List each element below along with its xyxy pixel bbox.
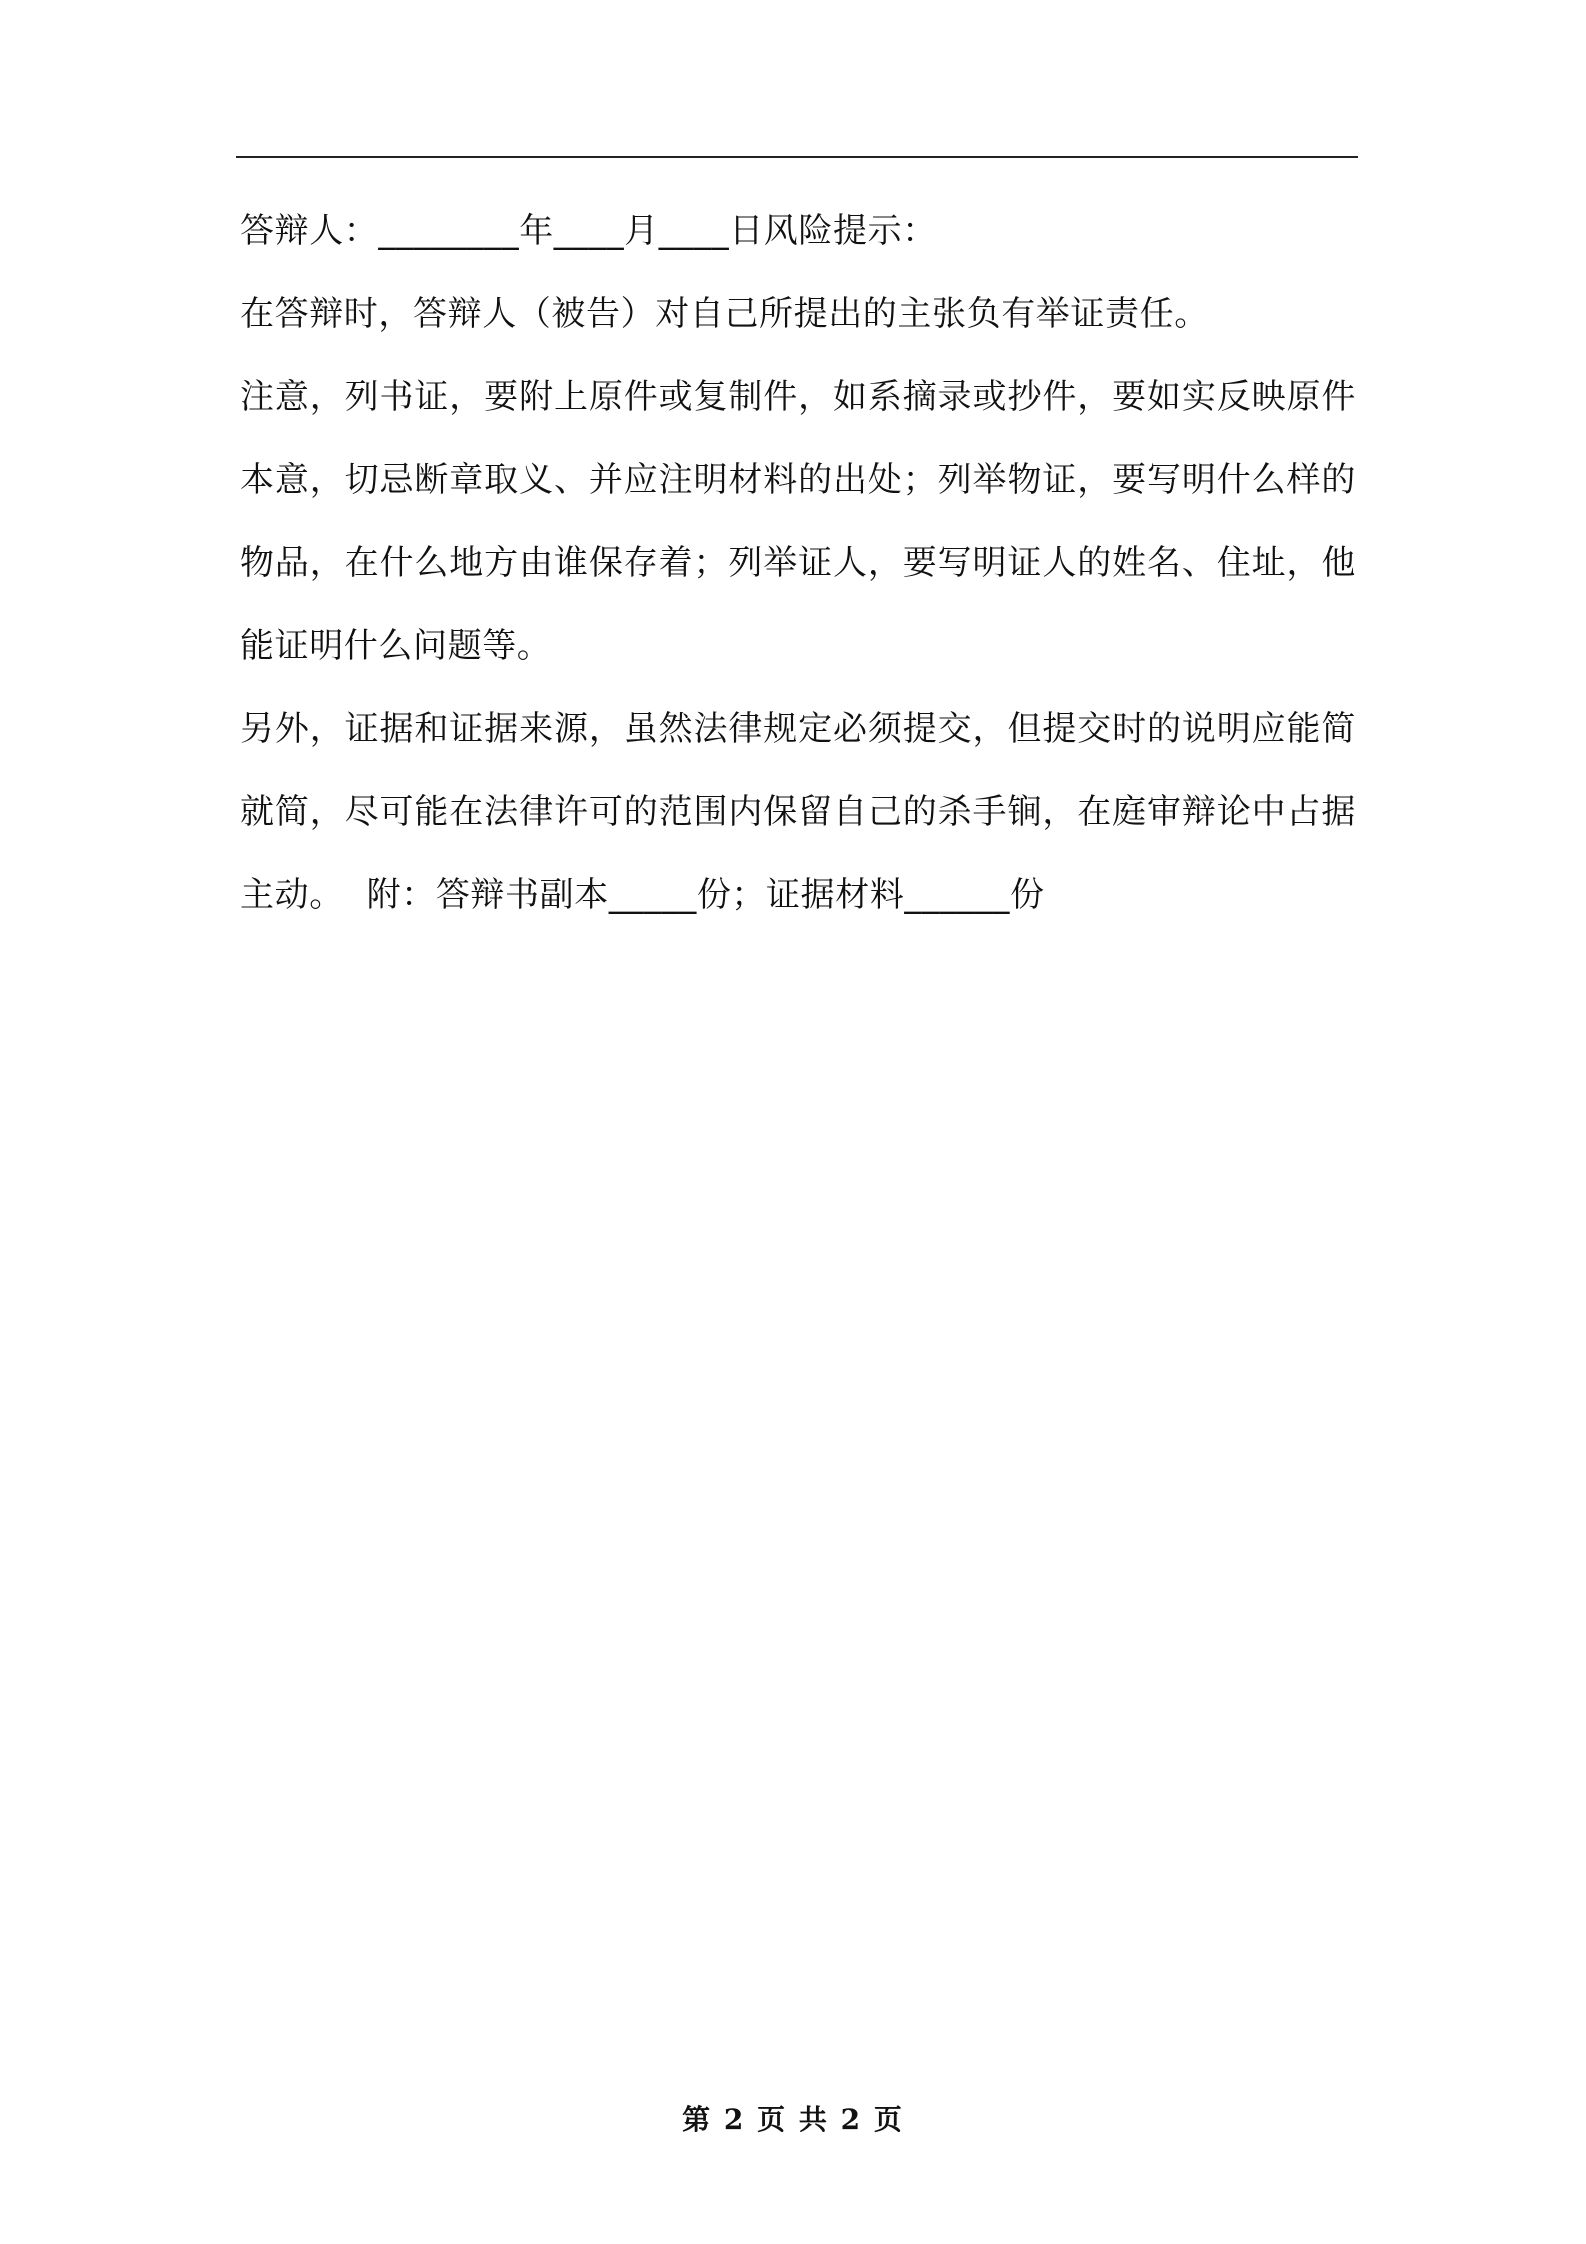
page-number-footer: 第 2 页 共 2 页 — [682, 2103, 904, 2136]
document-body — [240, 190, 1356, 937]
additional-notes-paragraph: 另外，证据和证据来源，虽然法律规定必须提交，但提交时的说明应能简就简，尽可能在法律许可的范围内保留自己的杀手锏，在庭审辩论中占据主动。 附：答辩书副本_____份；证据材料______份 — [240, 709, 1356, 915]
burden-of-proof-paragraph: 在答辩时，答辩人（被告）对自己所提出的主张负有举证责任。 — [240, 294, 1209, 334]
header-rule — [236, 156, 1358, 158]
evidence-notes-paragraph: 注意，列书证，要附上原件或复制件，如系摘录或抄件，要如实反映原件本意，切忌断章取义、并应注明材料的出处；列举物证，要写明什么样的物品，在什么地方由谁保存着；列举证人，要写明证人的姓名、住址，他能证明什么问题等。 — [240, 377, 1356, 666]
signature-and-risk-heading: 答辩人：________年____月____日风险提示： — [240, 211, 937, 251]
